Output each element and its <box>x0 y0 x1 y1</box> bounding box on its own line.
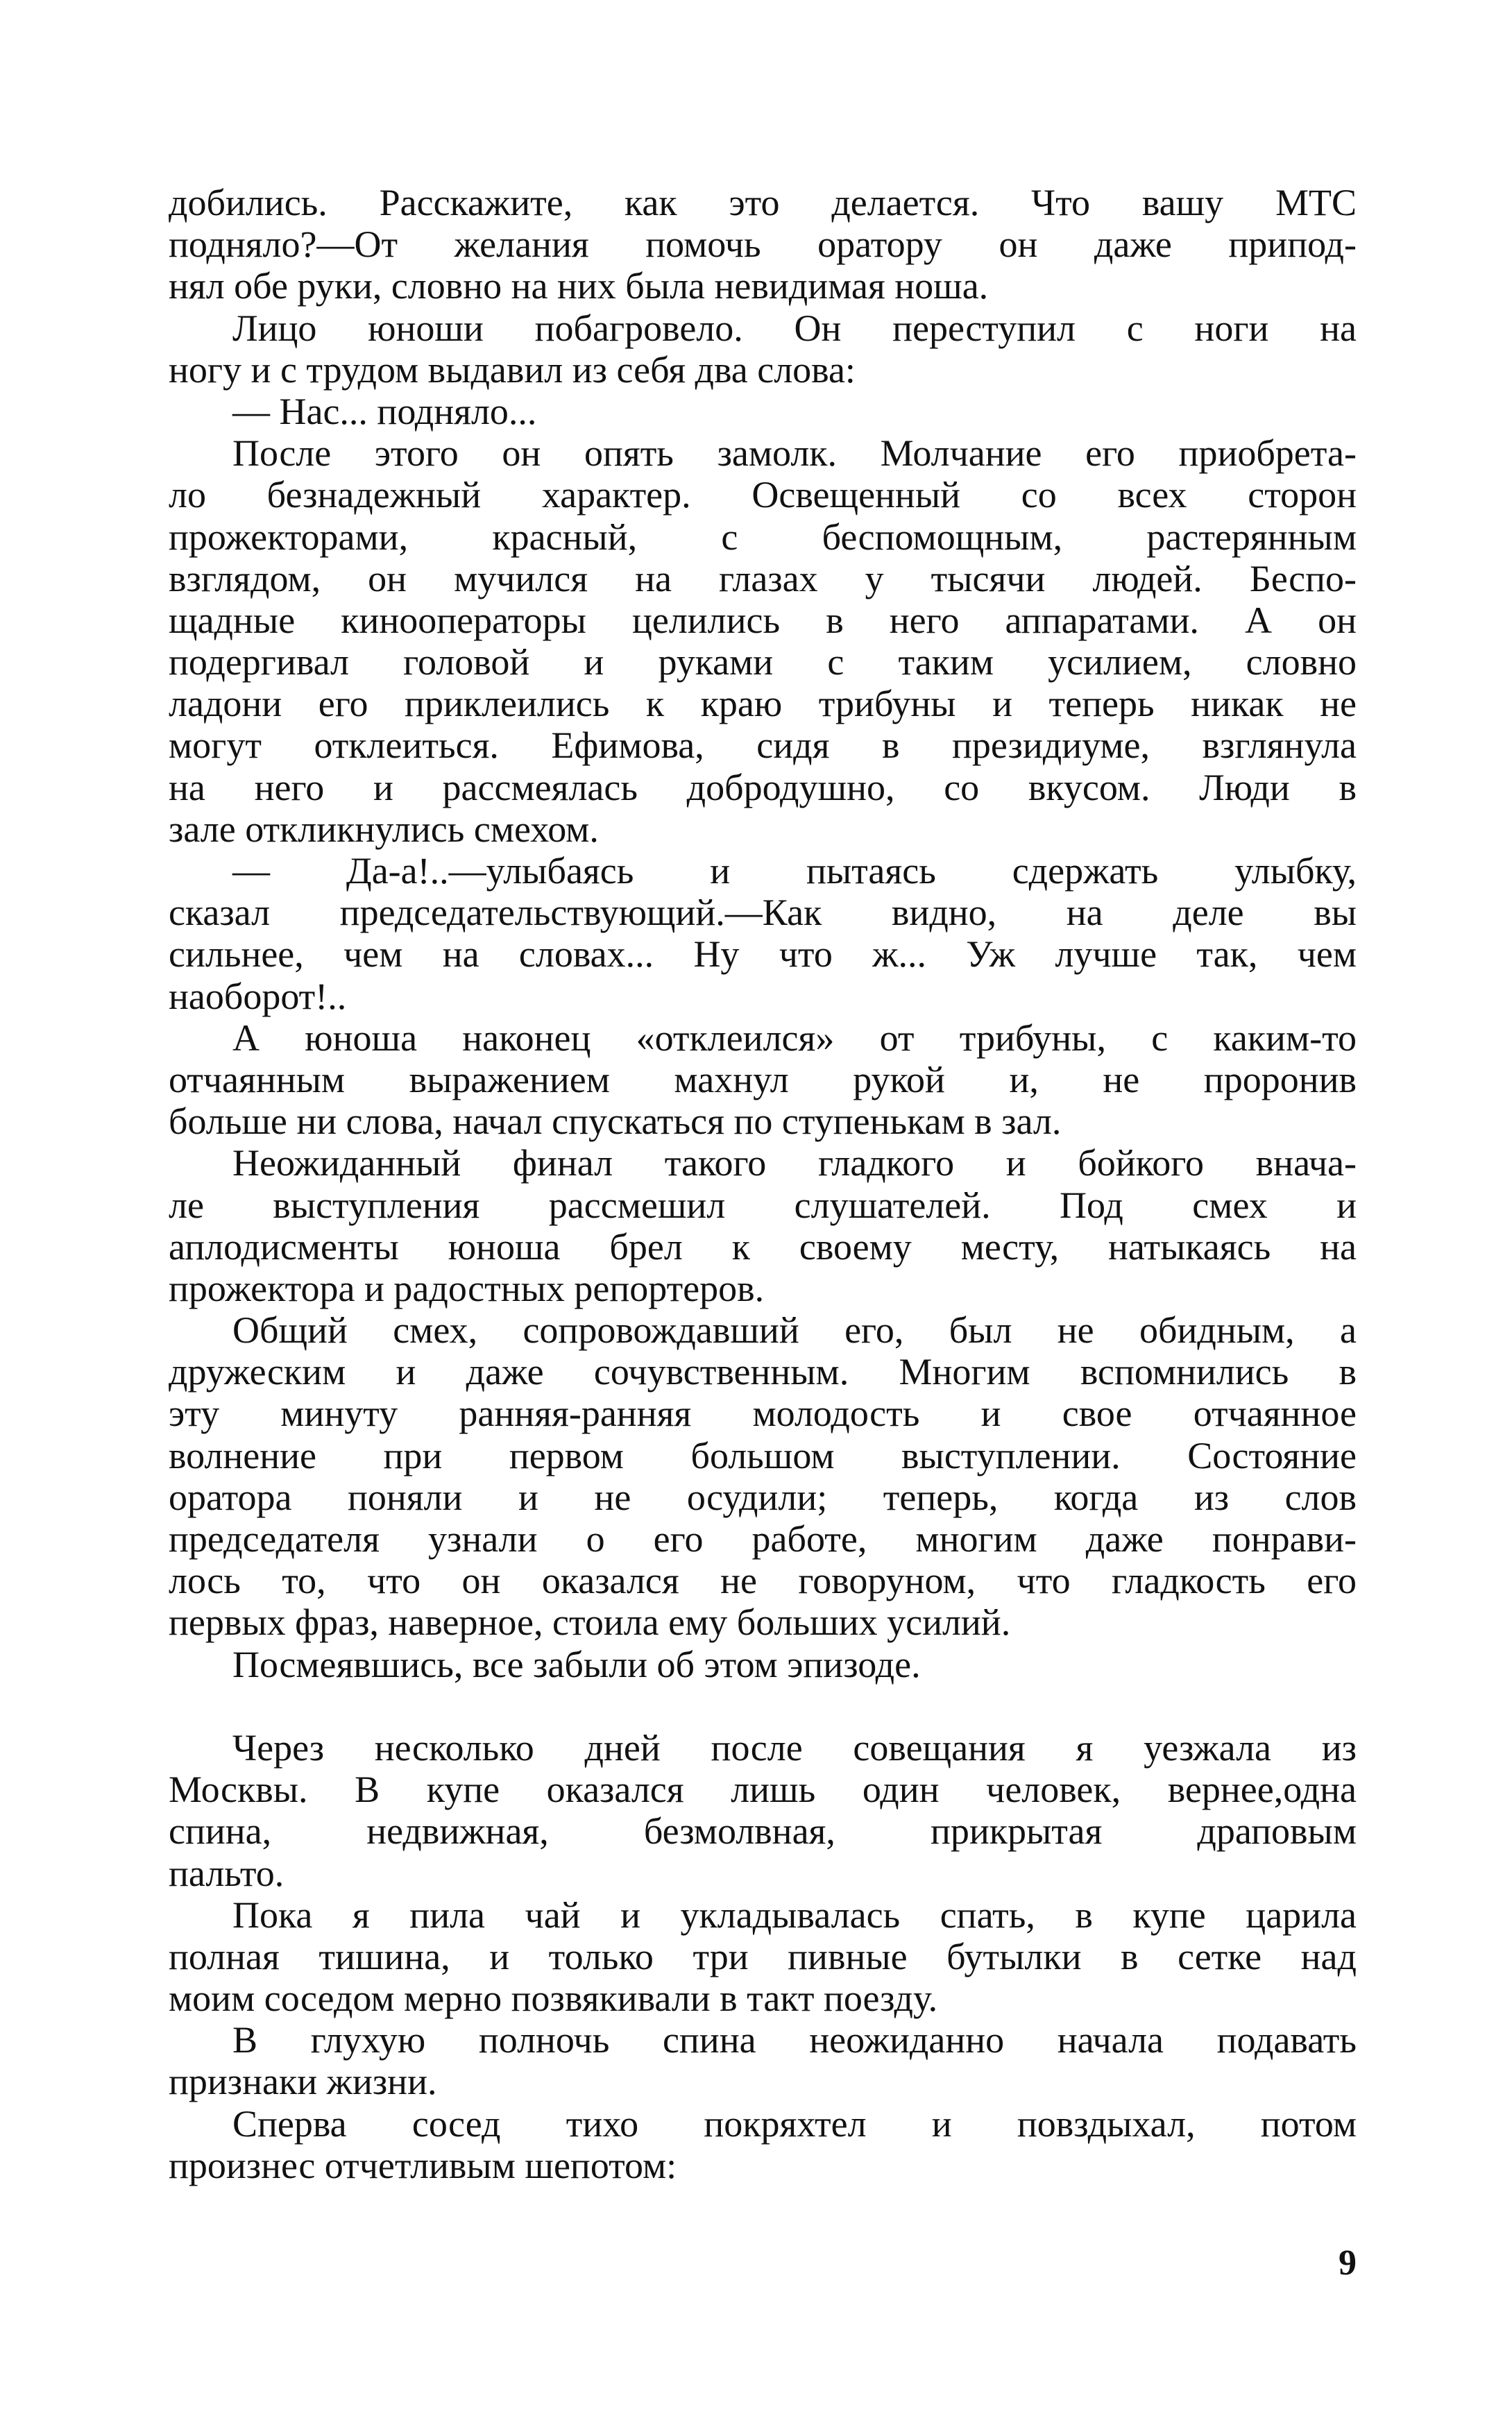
text-line: больше ни слова, начал спускаться по ступенькам в зал. <box>169 1100 1062 1143</box>
paragraph <box>169 1309 1357 1644</box>
text-line: сказал председательствующий.—Как видно, на деле вы <box>169 892 1357 934</box>
text-line: После этого он опять замолк. Молчание его приобрета- <box>232 432 1357 475</box>
paragraph <box>169 1644 1357 1685</box>
text-line: произнес отчетливым шепотом: <box>169 2144 677 2186</box>
text-line: Сперва сосед тихо покряхтел и повздыхал, потом <box>232 2102 1357 2145</box>
text-line: оратора поняли и не осудили; теперь, когда из слов <box>169 1476 1357 1518</box>
text-line: сильнее, чем на словах... Ну что ж... Уж лучше так, чем <box>169 933 1357 976</box>
text-line: — Да-а!..—улыбаясь и пытаясь сдержать улыбку, <box>232 850 1357 892</box>
text-line: председателя узнали о его работе, многим даже понрави- <box>169 1518 1357 1560</box>
text-line: пальто. <box>169 1852 284 1894</box>
text-line: полная тишина, и только три пивные бутылки в сетке над <box>169 1935 1357 1977</box>
text-line: Москвы. В купе оказался лишь один человек, вернее,одна <box>169 1769 1357 1811</box>
text-line: ногу и с трудом выдавил из себя два слова: <box>169 348 856 391</box>
text-line: взглядом, он мучился на глазах у тысячи людей. Беспо- <box>169 557 1357 599</box>
text-line: подергивал головой и руками с таким усилием, словно <box>169 641 1357 683</box>
text-line: могут отклеиться. Ефимова, сидя в президиуме, взглянула <box>169 724 1357 767</box>
paragraph <box>169 432 1357 850</box>
text-line: Посмеявшись, все забыли об этом эпизоде. <box>232 1643 921 1685</box>
text-line: дружеским и даже сочувственным. Многим вспомнились в <box>169 1351 1357 1393</box>
text-line: В глухую полночь спина неожиданно начала подавать <box>232 2019 1357 2061</box>
text-line: Общий смех, сопровождавший его, был не обидным, а <box>232 1309 1357 1352</box>
paragraph <box>169 182 1357 307</box>
text-line: А юноша наконец «отклеился» от трибуны, с каким-то <box>232 1016 1357 1059</box>
text-line: прожектора и радостных репортеров. <box>169 1267 765 1309</box>
text-line: признаки жизни. <box>169 2061 437 2103</box>
text-line: первых фраз, наверное, стоила ему больших усилий. <box>169 1601 1011 1644</box>
paragraph <box>169 2019 1357 2102</box>
text-line: эту минуту ранняя-ранняя молодость и свое отчаянное <box>169 1393 1357 1435</box>
text-line: прожекторами, красный, с беспомощным, растерянным <box>169 516 1357 558</box>
text-line: на него и рассмеялась добродушно, со вкусом. Люди в <box>169 766 1357 808</box>
text-line: наоборот!.. <box>169 975 347 1017</box>
text-line: ладони его приклеились к краю трибуны и теперь никак не <box>169 683 1357 725</box>
paragraph <box>169 850 1357 1017</box>
paragraph <box>169 1894 1357 2020</box>
text-line: подняло?—От желания помочь оратору он даже припод- <box>169 223 1357 266</box>
text-line: моим соседом мерно позвякивали в такт поезду. <box>169 1977 938 2020</box>
text-line: Неожиданный финал такого гладкого и бойкого внача- <box>232 1142 1357 1184</box>
page-text <box>169 182 1357 2186</box>
text-line: лось то, что он оказался не говоруном, что гладкость его <box>169 1560 1357 1602</box>
text-line: Пока я пила чай и укладывалась спать, в купе царила <box>232 1893 1357 1936</box>
text-line: спина, недвижная, безмолвная, прикрытая драповым <box>169 1810 1357 1853</box>
paragraph <box>169 1142 1357 1309</box>
paragraph <box>169 391 1357 432</box>
paragraph <box>169 2103 1357 2186</box>
text-line: отчаянным выражением махнул рукой и, не проронив <box>169 1058 1357 1100</box>
text-line: Через несколько дней после совещания я уезжала из <box>232 1726 1357 1769</box>
text-line: щадные кинооператоры целились в него аппаратами. А он <box>169 599 1357 641</box>
page-number: 9 <box>1339 2243 1357 2283</box>
text-line: ло безнадежный характер. Освещенный со всех сторон <box>169 474 1357 516</box>
text-line: волнение при первом большом выступлении. Состояние <box>169 1434 1357 1476</box>
text-line: Лицо юноши побагровело. Он переступил с ноги на <box>232 307 1357 349</box>
paragraph <box>169 1017 1357 1143</box>
text-line: добились. Расскажите, как это делается. Что вашу МТС <box>169 182 1357 223</box>
section-break <box>169 1685 1357 1727</box>
text-line: зале откликнулись смехом. <box>169 808 599 850</box>
text-line: — Нас... подняло... <box>232 390 537 432</box>
paragraph <box>169 1727 1357 1894</box>
paragraph <box>169 307 1357 391</box>
text-line: аплодисменты юноша брел к своему месту, натыкаясь на <box>169 1225 1357 1268</box>
text-line: нял обе руки, словно на них была невидимая ноша. <box>169 265 989 307</box>
text-line: ле выступления рассмешил слушателей. Под смех и <box>169 1184 1357 1226</box>
